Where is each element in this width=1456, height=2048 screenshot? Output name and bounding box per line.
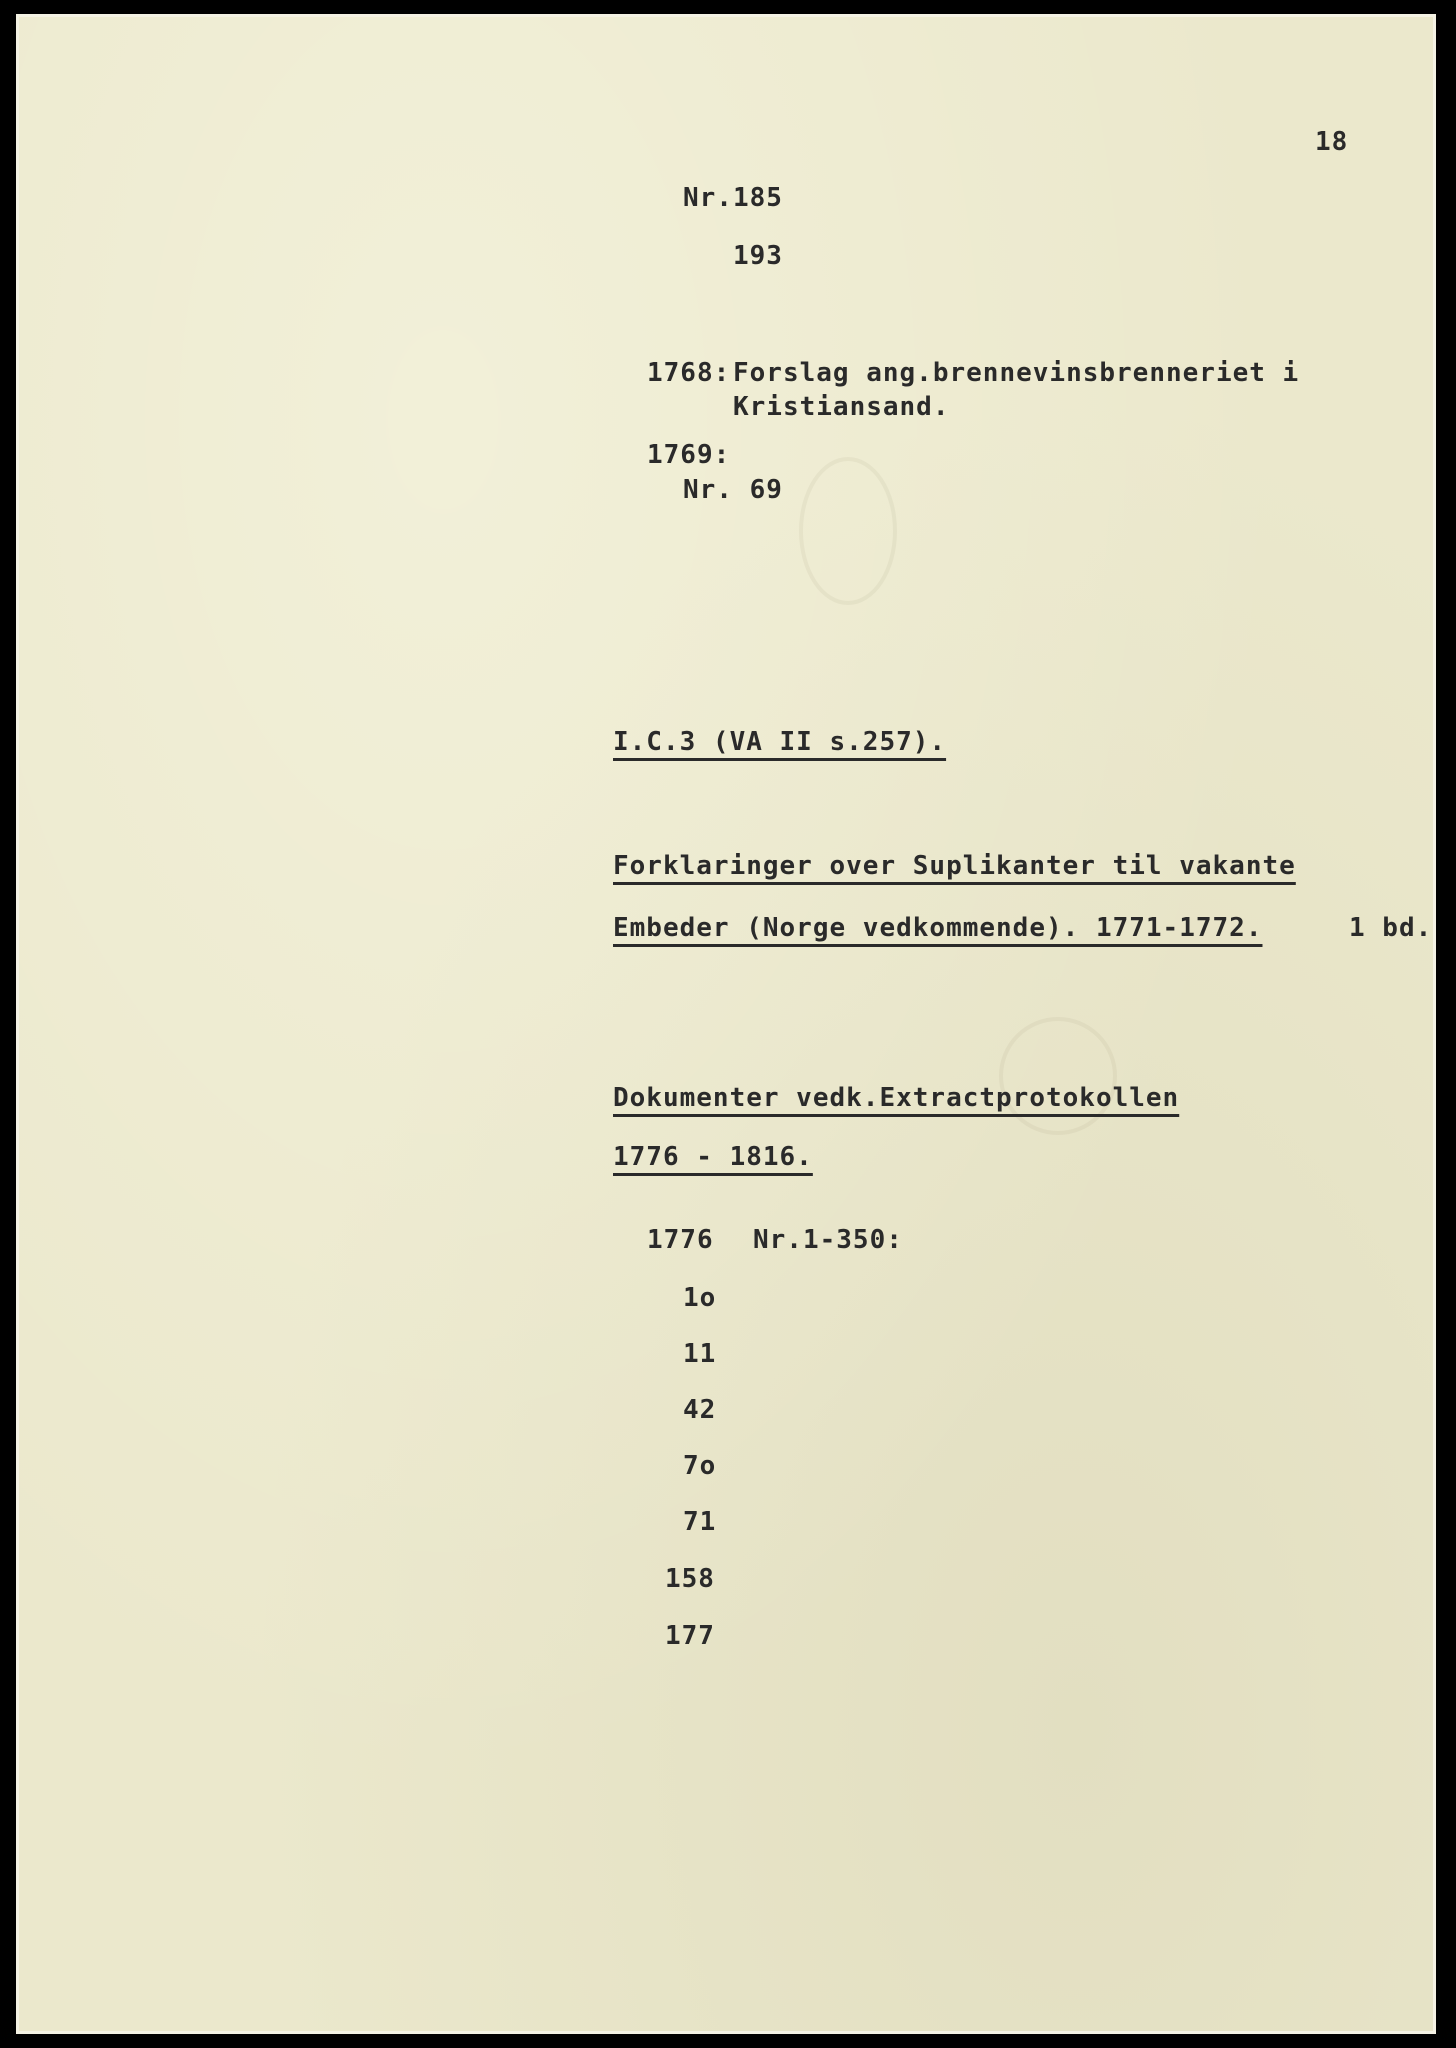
list-item: 177 [665, 1621, 715, 1651]
list-item: 71 [683, 1507, 717, 1537]
dokumenter-year: 1776 [647, 1225, 714, 1255]
entry-1768-line1: Forslag ang.brennevinsbrenneriet i [733, 358, 1300, 388]
section-heading-ic3: I.C.3 (VA II s.257). [613, 727, 947, 757]
list-item: 11 [683, 1339, 717, 1369]
volume-label: 1 bd. [1349, 913, 1433, 943]
bleed-through-mark [799, 457, 897, 605]
list-item: 158 [665, 1564, 715, 1594]
section-ic3-title-line1: Forklaringer over Suplikanter til vakante [613, 851, 1296, 881]
section-dokumenter-title-line2: 1776 - 1816. [613, 1142, 813, 1172]
number-193: 193 [733, 241, 783, 271]
bleed-through-mark [999, 1017, 1117, 1135]
entry-1768-year: 1768: [647, 358, 731, 388]
section-dokumenter-title-line1: Dokumenter vedk.Extractprotokollen [613, 1083, 1180, 1113]
list-item: 7o [683, 1451, 717, 1481]
list-item: 1o [683, 1283, 717, 1313]
page-number: 18 [1315, 127, 1349, 157]
entry-1769-nr: Nr. 69 [683, 475, 783, 505]
entry-1769-year: 1769: [647, 440, 731, 470]
nr-line: Nr.185 [683, 183, 783, 213]
list-item: 42 [683, 1395, 717, 1425]
dokumenter-nr-range: Nr.1-350: [753, 1225, 903, 1255]
section-ic3-title-line2: Embeder (Norge vedkommende). 1771-1772. [613, 913, 1263, 943]
document-page [16, 14, 1436, 2034]
entry-1768-line2: Kristiansand. [733, 392, 950, 422]
